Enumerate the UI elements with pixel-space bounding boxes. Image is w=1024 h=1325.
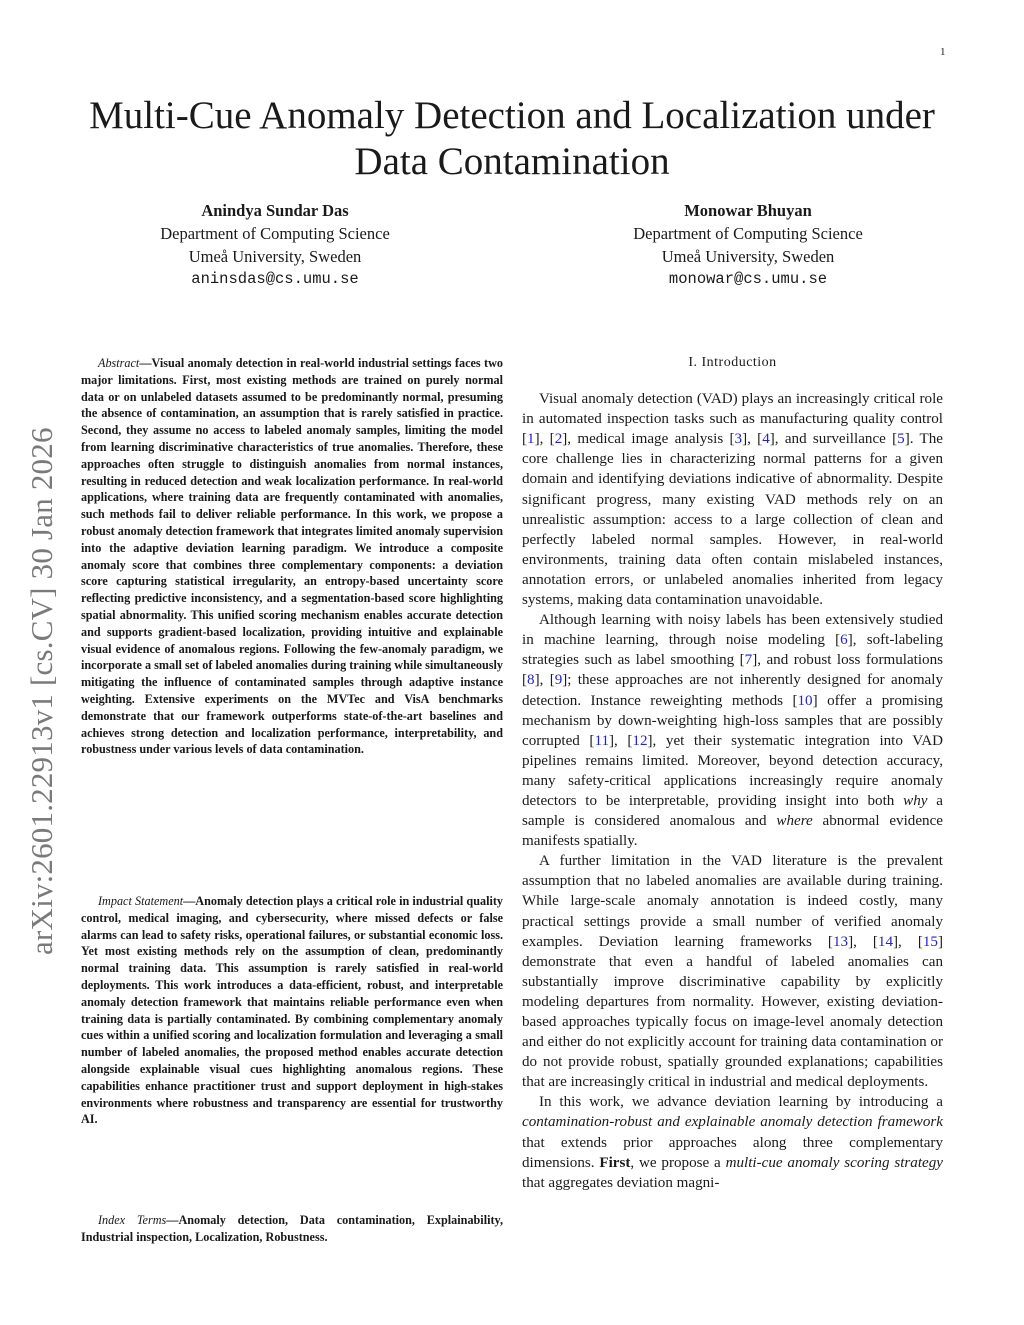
impact-statement-text: —Anomaly detection plays a critical role in industrial quality control, medical imaging, and cybersecurity, where missed defects or false alarms can lead to safety risks, operational failures, or substantial economic loss. Yet most existing methods rely on the assumption of clean, predominantly normal training data. This assumption is rarely satisfied in real-world deployments. This work introduces a data-efficient, robust, and interpretable anomaly detection framework that maintains reliable performance even when training data is partially contaminated. By combining complementary anomaly cues within a unified scoring and localization formulation and leveraging a small number of labeled anomalies, the proposed method enables accurate detection alongside explainable visual cues highlighting anomalous regions. These capabilities enhance practitioner trust and support deployment in high-stakes environments where robustness and transparency are essential for trustworthy AI.	[81, 894, 504, 1127]
author-affiliation: Umeå University, Sweden	[188, 247, 362, 266]
text-span: Although learning with noisy labels has been extensively studied in machine learning, through noise modeling [	[522, 612, 943, 649]
citation-link[interactable]: 4	[762, 431, 770, 448]
page-number: 1	[940, 46, 946, 58]
author-block-2	[578, 199, 918, 291]
text-span: ], [	[534, 672, 555, 689]
text-span: , we propose a	[630, 1154, 726, 1171]
citation-link[interactable]: 15	[922, 933, 938, 950]
citation-link[interactable]: 10	[797, 692, 813, 709]
impact-statement	[81, 893, 503, 1128]
arxiv-identifier: arXiv:2601.22913v1 [cs.CV] 30 Jan 2026	[24, 427, 59, 955]
intro-paragraph-2	[522, 610, 943, 851]
intro-paragraph-1	[522, 389, 943, 610]
text-span: A further limitation in the VAD literature is the prevalent assumption that no labeled anomalies are available during training. While large-scale anomaly annotation is indeed costly, many practical settings provide a small number of verified anomaly examples. Deviation learning frameworks [	[522, 853, 943, 950]
text-span: ], medical image analysis [	[562, 431, 735, 448]
emphasis: contamination-robust and explainable anomaly detection framework	[522, 1114, 943, 1131]
text-span: ] offer a promising mechanism by down-weighting high-loss samples that are possibly corrupted [	[522, 692, 943, 749]
citation-link[interactable]: 8	[527, 672, 535, 689]
citation-link[interactable]: 9	[554, 672, 563, 689]
text-span: ], [	[534, 431, 555, 448]
author-affiliation: Umeå University, Sweden	[661, 247, 835, 266]
text-span: ], [	[742, 431, 763, 448]
citation-link[interactable]: 13	[832, 933, 849, 950]
emphasis: multi-cue anomaly scoring strategy	[725, 1154, 943, 1171]
author-department: Department of Computing Science	[633, 224, 863, 243]
author-block-1	[105, 199, 445, 291]
text-span: ], [	[893, 933, 923, 950]
text-span: In this work, we advance deviation learning by introducing a	[539, 1094, 943, 1111]
author-department: Department of Computing Science	[160, 224, 390, 243]
emphasis: where	[776, 813, 813, 830]
index-terms-label: Index Terms	[98, 1213, 167, 1227]
citation-link[interactable]: 5	[897, 431, 905, 448]
emphasis: why	[903, 792, 928, 809]
index-terms	[81, 1212, 503, 1246]
citation-link[interactable]: 14	[877, 933, 894, 950]
text-span: ], and surveillance [	[769, 431, 898, 448]
text-span: that extends prior approaches along three complementary dimensions.	[522, 1134, 943, 1171]
citation-link[interactable]: 3	[734, 431, 743, 448]
text-span: ]. The core challenge lies in characterizing normal patterns for a given domain and identifying deviations indicative of abnormality. Despite significant progress, many existing VAD methods rely on an unrealistic assumption: access to a large collection of clean and perfectly labeled normal samples. However, in real-world environments, training data often contain mislabeled instances, annotation errors, or unlabeled anomalies inherited from legacy systems, making data contamination unavoidable.	[522, 431, 944, 609]
author-email: monowar@cs.umu.se	[668, 270, 828, 288]
introduction-section	[522, 353, 943, 1193]
text-span: ], [	[609, 732, 633, 749]
text-span: a sample is considered anomalous and	[522, 792, 944, 830]
text-span: that aggregates deviation magni-	[522, 1174, 720, 1191]
abstract-text: —Visual anomaly detection in real-world industrial settings faces two major limitations. First, most existing methods are trained on purely normal data or on unlabeled datasets assumed to be predominantly normal, presuming the absence of contamination, an assumption that is rarely satisfied in practice. Second, they assume no access to labeled anomaly samples, limiting the model from learning discriminative characteristics of true anomalies. Therefore, these approaches often struggle to distinguish anomalies from normal instances, resulting in reduced detection and weak localization performance. In real-world applications, where training data are frequently contaminated with anomalies, such methods fail to deliver reliable performance. In this work, we propose a robust anomaly detection framework that integrates limited anomaly supervision into the adaptive deviation learning paradigm. We introduce a composite anomaly score that combines three complementary components: a deviation score capturing statistical irregularity, an entropy-based uncertainty score reflecting predictive inconsistency, and a segmentation-based score highlighting spatial abnormality. This unified scoring mechanism enables accurate detection and supports gradient-based localization, providing intuitive and explainable visual evidence of anomalous regions. Following the few-anomaly paradigm, we incorporate a small set of labeled anomalies during training while simultaneously mitigating the influence of contaminated samples through adaptive instance weighting. Extensive experiments on the MVTec and VisA benchmarks demonstrate that our framework outperforms state-of-the-art baselines and achieves strong detection and localization performance, interpretability, and robustness under various levels of data contamination.	[81, 356, 503, 757]
intro-paragraph-3	[522, 851, 943, 1092]
section-heading: I. Introduction	[688, 355, 777, 370]
bold-text: First	[599, 1154, 631, 1171]
abstract-label: Abstract	[98, 356, 140, 370]
paper-title: Multi-Cue Anomaly Detection and Localization under Data Contamination	[89, 94, 935, 183]
author-name: Anindya Sundar Das	[201, 201, 349, 220]
abstract	[81, 355, 503, 758]
citation-link[interactable]: 6	[840, 632, 848, 649]
citation-link[interactable]: 11	[594, 732, 609, 749]
text-span: ], yet their systematic integration into VAD pipelines remains limited. Moreover, beyond detection accuracy, many safety-critical applications increasingly require anomaly detectors to be interpretable, providing insight into both	[522, 732, 943, 809]
citation-link[interactable]: 1	[527, 431, 535, 448]
citation-link[interactable]: 7	[744, 652, 753, 669]
citation-link[interactable]: 12	[632, 732, 648, 749]
text-span: abnormal evidence manifests spatially.	[522, 813, 943, 850]
text-span: ]; these approaches are not inherently designed for anomaly detection. Instance reweighting methods [	[522, 672, 943, 709]
text-span: ] demonstrate that even a handful of labeled anomalies can substantially improve discriminative capability by explicitly modeling departures from normality. However, existing deviation-based approaches typically focus on image-level anomaly detection and either do not explicitly account for training data contamination or do not provide robust, spatially grounded explanations; capabilities that are increasingly critical in industrial and medical deployments.	[522, 933, 943, 1091]
index-terms-text: —Anomaly detection, Data contamination, Explainability, Industrial inspection, Localization, Robustness.	[81, 1213, 503, 1244]
text-span: Visual anomaly detection (VAD) plays an increasingly critical role in automated inspection tasks such as manufacturing quality control [	[522, 391, 943, 448]
text-span: ], and robust loss formulations [	[522, 652, 944, 689]
author-email: aninsdas@cs.umu.se	[191, 270, 359, 288]
text-span: ], [	[848, 933, 878, 950]
author-name: Monowar Bhuyan	[684, 201, 812, 220]
text-span: ], soft-labeling strategies such as label smoothing [	[522, 632, 943, 669]
citation-link[interactable]: 2	[554, 431, 563, 448]
intro-paragraph-4	[522, 1092, 943, 1192]
impact-statement-label: Impact Statement	[98, 894, 184, 908]
